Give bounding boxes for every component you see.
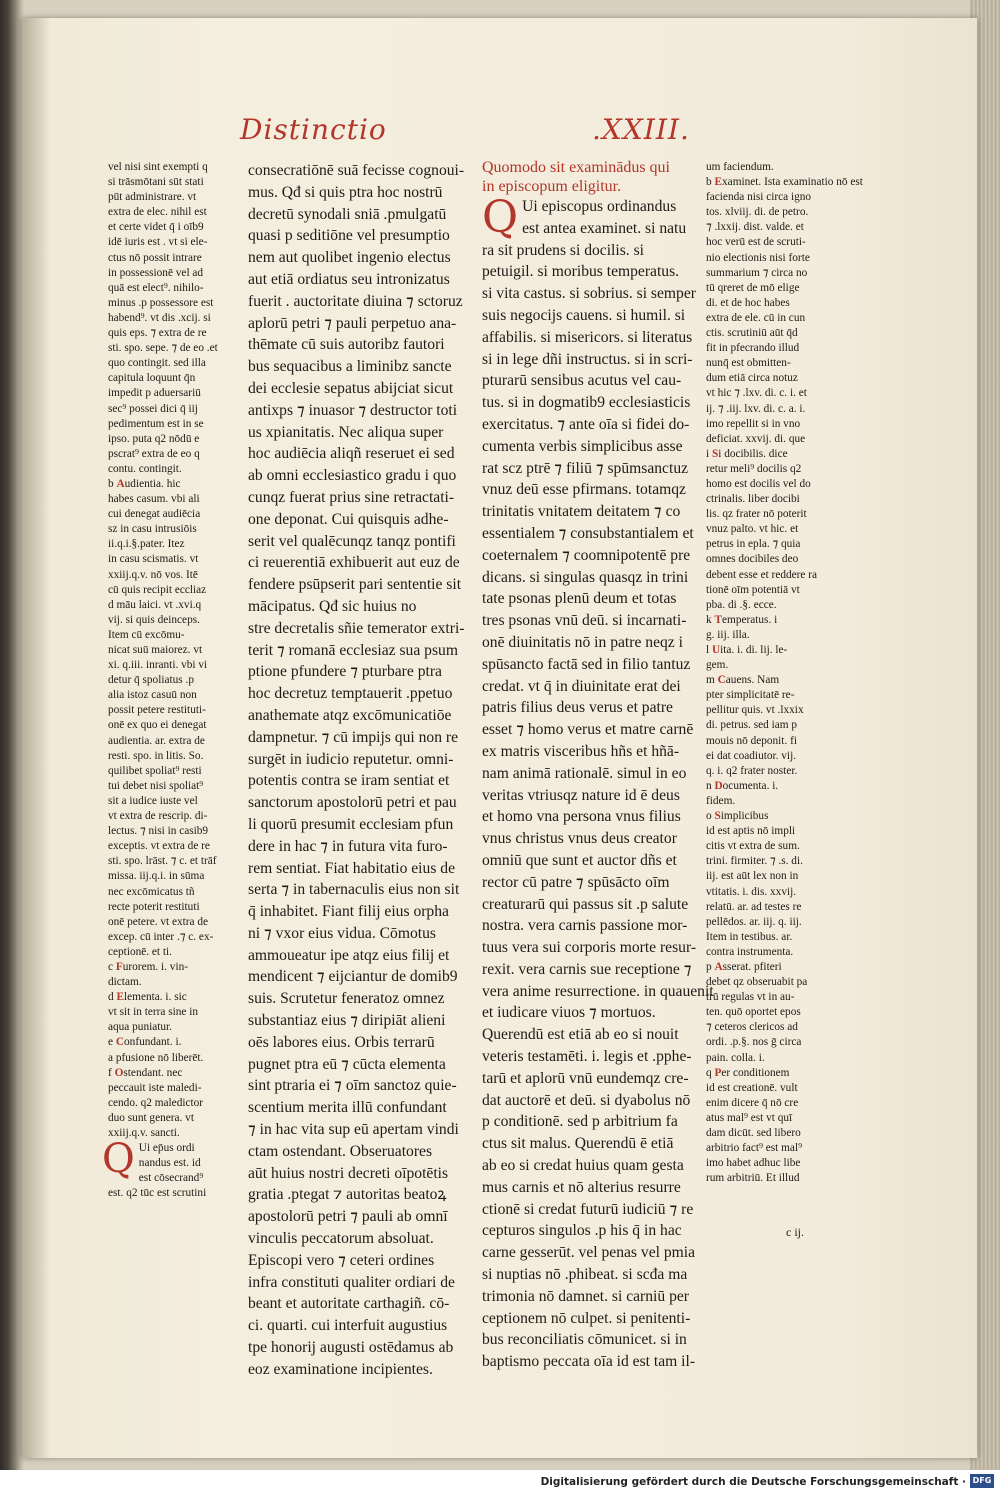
text-line: li quorū presumit ecclesiam pfun bbox=[248, 815, 454, 833]
gloss-line: Ui ep̄us ordi bbox=[138, 1142, 195, 1155]
text-line: sanctorum apostolorū petri et pau bbox=[248, 794, 457, 812]
gloss-line: resti. spo. in litis. So. bbox=[108, 749, 204, 762]
text-line: nem aut quolibet ingenio electus bbox=[248, 249, 451, 267]
text-line: et iudicare viuos ⁊ mortuos. bbox=[482, 1004, 656, 1022]
gloss-line: debent esse et reddere ra bbox=[706, 568, 818, 581]
text-line: vinculis peccatorum absoluat. bbox=[248, 1230, 434, 1248]
gloss-line: n Documenta. i. bbox=[706, 779, 779, 792]
text-line: thēmate cū suis autoribz fautori bbox=[248, 336, 445, 354]
text-line: aūt huius nostri decreti oīpotētis bbox=[248, 1164, 449, 1182]
gloss-line: cui denegat audiēcia bbox=[108, 508, 201, 521]
gloss-line: habes casum. vbi ali bbox=[108, 493, 200, 506]
gloss-line: relatū. ar. ad testes re bbox=[706, 900, 802, 913]
gloss-line: atus mal⁹ est vt quī bbox=[706, 1111, 793, 1124]
text-line: scentium merita illū confundant bbox=[248, 1099, 447, 1117]
gloss-line: onē ex quo ei denegat bbox=[108, 719, 207, 732]
text-line: ab omni ecclesiastico gradu i quo bbox=[248, 467, 457, 485]
text-line: bus sequacibus a liminibz sancte bbox=[248, 358, 452, 376]
gloss-line: ipso. puta q2 nōdū e bbox=[108, 432, 200, 445]
gloss-line: dictam. bbox=[108, 976, 142, 989]
gloss-line: si trāsmōtani sūt stati bbox=[108, 176, 204, 189]
text-line: pturarū sensibus acutus vel cau- bbox=[482, 372, 682, 390]
gloss-line: ei dat coadiutor. vij. bbox=[706, 749, 797, 762]
text-line: cunqz fuerat prius sine retractati- bbox=[248, 488, 455, 506]
text-line: creaturarū qui passus sit .p salute bbox=[482, 895, 689, 913]
running-head-right: .XXIII. bbox=[592, 113, 690, 146]
text-line: pugnet ptra eū ⁊ cūcta elementa bbox=[248, 1055, 446, 1073]
text-line: rem sentiat. Fiat habitatio eius de bbox=[248, 859, 455, 877]
text-line: oēs labores eius. Orbis terrarū bbox=[248, 1033, 435, 1051]
gloss-line: ctis. scrutiniū aūt q̄d bbox=[706, 327, 798, 340]
gloss-line: pellitur quis. vt .lxxix bbox=[706, 704, 804, 717]
gloss-line: d māu laici. vt .xvi.q bbox=[108, 598, 202, 611]
text-column-left bbox=[248, 160, 465, 1378]
text-line: Querendū est etiā ab eo si nouit bbox=[482, 1026, 679, 1044]
dfg-logo: DFG bbox=[970, 1474, 994, 1488]
text-line: dat auctorē et deū. si dyabolus nō bbox=[482, 1091, 691, 1109]
text-line: serit vel qualēcunqz tanqz pontifi bbox=[248, 532, 456, 550]
gloss-line: recte poterit restituti bbox=[108, 900, 200, 913]
text-line: trimonia nō damnet. si carniū per bbox=[482, 1287, 689, 1305]
gloss-line: tū qreret de mō elige bbox=[706, 281, 800, 294]
gloss-line: pba. di .§. ecce. bbox=[706, 598, 777, 611]
gloss-line: hoc verū est de scruti- bbox=[706, 236, 806, 249]
text-line: exercitatus. ⁊ ante oīa si fidei do- bbox=[482, 415, 690, 433]
gloss-line: citis vt extra de sum. bbox=[706, 840, 800, 853]
gloss-line: capitula loquunt q̄n bbox=[108, 372, 196, 385]
text-line: Episcopi vero ⁊ ceteri ordines bbox=[248, 1251, 435, 1269]
text-line: trinitatis vnitatem deitatem ⁊ co bbox=[482, 503, 681, 521]
gloss-line: trū regulas vt in au- bbox=[706, 991, 795, 1004]
text-line: quasi p seditiōne vel presumptio bbox=[248, 227, 450, 245]
text-line: ceptionem nō culpet. si penitenti- bbox=[482, 1309, 691, 1327]
gloss-line: Item cū excōmu- bbox=[108, 628, 185, 641]
gloss-line: imo repellit si in vno bbox=[706, 417, 801, 430]
gloss-line: Item in testibus. ar. bbox=[706, 930, 793, 943]
text-line: potentis contra se iram sentiat et bbox=[248, 772, 450, 790]
text-line: si vita castus. si sobrius. si semper bbox=[482, 285, 696, 303]
gloss-line: vel nisi sint exempti q bbox=[108, 161, 208, 173]
text-line: consecratiōnē suā fecisse cognoui- bbox=[248, 162, 465, 179]
gloss-line: peccauit iste maledi- bbox=[108, 1081, 202, 1094]
gloss-line: xxiij.q.v. nō vos. Itē bbox=[108, 568, 198, 581]
gloss-line: gem. bbox=[706, 659, 729, 672]
gloss-line: nec excōmicatus tñ bbox=[108, 885, 195, 898]
gloss-line: ceptionē. et ti. bbox=[108, 945, 172, 958]
text-line: ammoueatur ipe atqz eius filij et bbox=[248, 946, 450, 964]
gloss-line: petrus in epla. ⁊ quia bbox=[706, 538, 801, 551]
text-line: dei ecclesie sepatus abijciat sicut bbox=[248, 379, 454, 397]
gloss-line: contra instrumenta. bbox=[706, 945, 794, 958]
gloss-line: m Cauens. Nam bbox=[706, 674, 780, 687]
gloss-line: pellēdos. ar. iij. q. iij. bbox=[706, 915, 802, 928]
gloss-line: enim dicere q̄ nō cre bbox=[706, 1096, 799, 1109]
gloss-line: ⁊ .lxxij. dist. valde. et bbox=[706, 221, 804, 234]
gloss-line: summarium ⁊ circa no bbox=[706, 266, 808, 279]
text-line: gratia .ptegat ⁊ autoritas beatoꝝ bbox=[248, 1186, 447, 1204]
text-line: patris filius deus verus et patre bbox=[482, 699, 673, 717]
gloss-line: facienda nisi circa igno bbox=[706, 191, 812, 204]
text-line: ex matris visceribus hñs et hñā- bbox=[482, 742, 680, 760]
gloss-line: quā est elect⁹. nihilo- bbox=[108, 281, 204, 294]
gloss-line: p Asserat. pfiteri bbox=[706, 960, 782, 973]
text-line: cumenta verbis simplicibus asse bbox=[482, 437, 683, 455]
gloss-line: minus .p possessore est bbox=[108, 296, 214, 309]
gloss-line: l Uita. i. di. lij. le- bbox=[706, 644, 788, 656]
gloss-line: lectus. ⁊ nisi in casib9 bbox=[108, 825, 209, 838]
text-line: cepturos singulos .p his q̄ in hac bbox=[482, 1222, 682, 1240]
gloss-line: vt extra de rescrip. di- bbox=[108, 810, 208, 823]
text-line: bus reconciliatis cōmunicet. si in bbox=[482, 1331, 687, 1349]
text-line: sint ptraria ei ⁊ oīm sanctoz quie- bbox=[248, 1077, 457, 1095]
gloss-line: missa. iij.q.i. in sūma bbox=[108, 870, 205, 883]
gloss-line: ordi. .p.§. nos ḡ circa bbox=[706, 1036, 802, 1049]
text-line: spūsancto factā sed in filio tantuz bbox=[482, 655, 691, 673]
gloss-line: ij. ⁊ .iij. lxv. di. c. a. i. bbox=[706, 402, 806, 415]
text-line: tarū et aplorū vnū eundemqz cre- bbox=[482, 1069, 689, 1087]
text-line: dicans. si singulas quasqz in trini bbox=[482, 568, 689, 586]
decorated-initial: Q bbox=[102, 1136, 135, 1183]
gloss-line: impedit p aduersariū bbox=[108, 387, 201, 400]
gloss-line: id est aptis nō impli bbox=[706, 825, 796, 838]
text-line: petuigil. si moribus temperatus. bbox=[482, 263, 680, 281]
text-line: est antea examinet. si natu bbox=[522, 219, 687, 237]
gloss-line: ten. quō oportet epos bbox=[706, 1006, 801, 1019]
text-line: ab eo si credat huius quam gesta bbox=[482, 1157, 684, 1175]
gloss-line: extra de elec. nihil est bbox=[108, 206, 207, 219]
text-line: mus. Qđ si quis ptra hoc nostrū bbox=[248, 183, 443, 201]
text-line: anathemate atqz excōmunicatiōe bbox=[248, 706, 452, 724]
gloss-line: k Temperatus. i bbox=[706, 613, 778, 626]
gloss-line: o Simplicibus bbox=[706, 810, 769, 823]
gloss-line: possit petere restituti- bbox=[108, 704, 206, 717]
text-line: antixps ⁊ inuasor ⁊ destructor toti bbox=[248, 401, 458, 419]
text-line: esset ⁊ homo verus et matre carnē bbox=[482, 721, 694, 739]
gloss-line: arbitrio fact⁹ est mal⁹ bbox=[706, 1142, 803, 1155]
gloss-line: pain. colla. i. bbox=[706, 1051, 765, 1064]
text-line: surgēt in iudicio reputetur. omni- bbox=[248, 750, 454, 768]
text-line: one deponat. Cui quisquis adhe- bbox=[248, 510, 449, 528]
gloss-line: deficiat. xxvij. di. que bbox=[706, 432, 806, 445]
gloss-line: imo habet adhuc libe bbox=[706, 1157, 801, 1170]
text-line: veritas vtriusqz nature id ē deus bbox=[482, 786, 680, 804]
text-line: tate psonas plenū deum et totas bbox=[482, 590, 677, 608]
text-line: ptione pfundere ⁊ pturbare ptra bbox=[248, 663, 442, 681]
text-line: ⁊ in hac vita sup eū apertam vindi bbox=[248, 1121, 459, 1139]
gloss-line: est. q2 tūc est scrutini bbox=[108, 1187, 207, 1200]
gloss-line: aqua puniatur. bbox=[108, 1021, 172, 1034]
text-line: tuus vera sui corporis morte resur- bbox=[482, 939, 697, 957]
gloss-line: d Elementa. i. sic bbox=[108, 991, 187, 1004]
gloss-column-right bbox=[706, 160, 863, 1230]
gloss-line: audientia. ar. extra de bbox=[108, 734, 205, 747]
gloss-line: vt sit in terra sine in bbox=[108, 1006, 199, 1019]
gloss-line: c Furorem. i. vin- bbox=[108, 960, 189, 973]
gloss-line: fidem. bbox=[706, 794, 736, 807]
text-line: serta ⁊ in tabernaculis eius non sit bbox=[248, 881, 460, 899]
running-head-left: Distinctio bbox=[240, 113, 387, 146]
gloss-line: mouis nō deponit. fi bbox=[706, 734, 797, 747]
gloss-line: debet qz obseruabit pa bbox=[706, 976, 808, 989]
gloss-line: iij. est aūt lex non in bbox=[706, 870, 799, 883]
text-line: suis negocijs cauens. si humil. si bbox=[482, 306, 686, 324]
text-line: Ui episcopus ordinandus bbox=[522, 198, 677, 215]
text-line: ctionē si credat futurū iudiciū ⁊ re bbox=[482, 1200, 694, 1218]
text-line: infra constituti qualiter ordiari de bbox=[248, 1273, 455, 1291]
gloss-line: pscrat⁹ extra de eo q bbox=[108, 447, 200, 460]
text-line: essentialem ⁊ consubstantialem et bbox=[482, 524, 694, 542]
gloss-line: nicat suū maiorez. vt bbox=[108, 644, 203, 656]
text-line: affabilis. si misericors. si literatus bbox=[482, 328, 693, 346]
gloss-line: um faciendum. bbox=[706, 161, 774, 173]
text-line: omniū que sunt et auctor dñs et bbox=[482, 851, 677, 869]
text-line: coeternalem ⁊ coomnipotentē pre bbox=[482, 546, 691, 564]
gloss-line: nio electionis nisi forte bbox=[706, 251, 810, 264]
gloss-line: tionē oīm potentiā vt bbox=[706, 583, 800, 596]
gloss-line: fit in pfecrando illud bbox=[706, 342, 800, 355]
text-line: hoc audiēcia aliqñ reseruet ei sed bbox=[248, 445, 455, 463]
gloss-line: pter simplicitatē re- bbox=[706, 689, 795, 702]
gloss-line: in casu scismatis. vt bbox=[108, 553, 199, 566]
gloss-line: xxiij.q.v. sancti. bbox=[108, 1127, 180, 1139]
gloss-line: vtitatis. i. dis. xxvij. bbox=[706, 885, 797, 898]
text-line: veteris testamēti. i. legis et .pphe- bbox=[482, 1048, 692, 1066]
text-line: si nuptias nō .phibeat. si scđa ma bbox=[482, 1266, 688, 1284]
gloss-line: est cōsecrand⁹ bbox=[138, 1172, 204, 1185]
text-line: tres psonas vnū deū. si incarnati- bbox=[482, 612, 687, 630]
decorated-initial: Q bbox=[482, 192, 519, 243]
gloss-line: retur meli⁹ docilis q2 bbox=[706, 462, 802, 475]
text-line: apostolorū petri ⁊ pauli ab omnī bbox=[248, 1208, 448, 1226]
initial-paragraph bbox=[102, 1136, 226, 1201]
gloss-line: in possessionē vel ad bbox=[108, 266, 204, 279]
footer-credit: Digitalisierung gefördert durch die Deutsche Forschungsgemeinschaft · bbox=[540, 1476, 966, 1488]
gloss-line: tui debet nisi spoliat⁹ bbox=[108, 779, 204, 792]
text-line: decretū synodali sniā .pmulgatū bbox=[248, 205, 447, 223]
text-line: mus carnis et nō alterius resurre bbox=[482, 1178, 681, 1196]
text-line: carne gesserūt. vel penas vel pmia bbox=[482, 1244, 696, 1262]
signature-mark: c ij. bbox=[786, 1225, 804, 1239]
gloss-line: ⁊ ceteros clericos ad bbox=[706, 1021, 798, 1034]
gloss-line: ctrinalis. liber docibi bbox=[706, 493, 800, 506]
text-line: eoz examinatione incipientes. bbox=[248, 1360, 433, 1378]
gloss-line: vnuz palto. vt hic. et bbox=[706, 523, 799, 536]
text-line: rat scz ptrē ⁊ filiū ⁊ spūmsanctuz bbox=[482, 459, 689, 477]
text-line: rexit. vera carnis sue receptione ⁊ bbox=[482, 960, 692, 978]
text-line: mācipatus. Qđ sic huius no bbox=[248, 597, 417, 615]
gloss-line: detur q̄ spoliatus .p bbox=[108, 674, 194, 687]
gloss-line: g. iij. illa. bbox=[706, 628, 750, 641]
text-line: vnuz deū esse pfirmans. totamqz bbox=[482, 481, 686, 499]
gloss-line: xi. q.iii. inranti. vbi vi bbox=[108, 659, 208, 672]
gloss-line: quis eps. ⁊ extra de re bbox=[108, 327, 207, 340]
text-line: stre decretalis sñie temerator extri- bbox=[248, 619, 465, 637]
text-line: ci. quarti. cui interfuit augustius bbox=[248, 1317, 448, 1335]
text-line: ctam ostendant. Obseruatores bbox=[248, 1142, 433, 1160]
gloss-line: id est creationē. vult bbox=[706, 1081, 798, 1094]
gloss-line: sti. spo. lrāst. ⁊ c. et trāf bbox=[108, 855, 217, 868]
gloss-line: a pfusione nō liberēt. bbox=[108, 1051, 204, 1064]
rubric-heading bbox=[482, 158, 698, 196]
text-line: ra sit prudens si docilis. si bbox=[482, 241, 644, 259]
gloss-line: rum arbitriū. Et illud bbox=[706, 1172, 800, 1185]
gloss-line: duo sunt genera. vt bbox=[108, 1111, 194, 1124]
text-line: hoc decretuz temptauerit .ppetuo bbox=[248, 685, 453, 703]
gloss-line: nandus est. id bbox=[138, 1157, 201, 1170]
text-body bbox=[482, 261, 714, 1373]
gloss-line: homo est docilis vel do bbox=[706, 477, 811, 490]
gloss-line: cū quis recipit eccliaz bbox=[108, 583, 207, 596]
text-line: ctus sit malus. Querendū ē etiā bbox=[482, 1135, 674, 1153]
gloss-line: sit a iudice iuste vel bbox=[108, 794, 198, 807]
gloss-line: extra de ele. cū in cun bbox=[706, 311, 806, 324]
gloss-line: exceptis. vt extra de re bbox=[108, 840, 210, 853]
text-line: baptismo peccata oīa id est tam il- bbox=[482, 1353, 696, 1371]
text-line: aut etiā ordiatus seu intronizatus bbox=[248, 270, 450, 288]
text-line: us xpianitatis. Nec aliqua super bbox=[248, 423, 444, 441]
text-line: fendere psūpserit pari sententie sit bbox=[248, 576, 462, 594]
text-line: rector cū patre ⁊ spūsācto oīm bbox=[482, 873, 670, 891]
gutter-shadow bbox=[22, 18, 50, 1458]
text-line: si in lege dñi instructus. si in scri- bbox=[482, 350, 693, 368]
gloss-line: q Per conditionem bbox=[706, 1066, 790, 1079]
gloss-line: i Si docibilis. dice bbox=[706, 447, 788, 460]
text-line: ci reuerentiā exhibuerit aut euz de bbox=[248, 554, 460, 572]
text-line: q̄ inhabitet. Fiant filij eius orpha bbox=[248, 903, 449, 921]
gloss-line: quo contingit. sed illa bbox=[108, 357, 206, 370]
text-line: vera anime resurrectione. in quauenit bbox=[482, 982, 714, 1000]
text-line: nostra. vera carnis passione mor- bbox=[482, 917, 688, 935]
text-line: terit ⁊ romanā ecclesiaz sua psum bbox=[248, 641, 458, 659]
text-line: beant et autoritate carthagiñ. cō- bbox=[248, 1295, 450, 1313]
text-line: dere in hac ⁊ in futura vita furo- bbox=[248, 837, 448, 855]
gloss-line: sz in casu intrusiōis bbox=[108, 523, 197, 536]
text-line: ni ⁊ vxor eius vidua. Cōmotus bbox=[248, 924, 436, 942]
gloss-line: tos. xlviij. di. de petro. bbox=[706, 206, 809, 219]
text-line: aplorū petri ⁊ pauli perpetuo ana- bbox=[248, 314, 457, 332]
text-line: et homo vna persona vnus filius bbox=[482, 808, 681, 826]
text-line: nam animā rationalē. simul in eo bbox=[482, 764, 687, 782]
gloss-line: sti. spo. sepe. ⁊ de eo .et bbox=[108, 342, 218, 355]
text-line: tus. si in dogmatib9 ecclesiasticis bbox=[482, 394, 691, 412]
gloss-line: ctus nō possit intrare bbox=[108, 251, 202, 264]
text-line: vnus christus vnus deus creator bbox=[482, 830, 677, 848]
gloss-line: trini. firmiter. ⁊ .s. di. bbox=[706, 855, 803, 868]
gloss-line: ii.q.i.§.pater. Itez bbox=[108, 538, 185, 551]
text-line: fuerit . auctoritate diuina ⁊ sctoruz bbox=[248, 292, 463, 310]
initial-paragraph bbox=[482, 192, 698, 261]
text-line: substantiaz eius ⁊ diripiāt alieni bbox=[248, 1012, 446, 1030]
gloss-line: nunq̄ est obmitten- bbox=[706, 357, 791, 370]
gloss-line: habend⁹. vt dis .xcij. si bbox=[108, 311, 211, 324]
gloss-line: cendo. q2 maledictor bbox=[108, 1096, 204, 1109]
gloss-line: di. et de hoc habes bbox=[706, 296, 790, 309]
gloss-column-left bbox=[102, 160, 226, 1230]
gloss-line: sec⁹ possei dici q̄ iij bbox=[108, 402, 198, 415]
gloss-line: f Ostendant. nec bbox=[108, 1066, 183, 1079]
gloss-line: b Examinet. Ista examinatio nō est bbox=[706, 176, 863, 189]
text-line: suis. Scrutetur feneratoz omnez bbox=[248, 990, 445, 1008]
text-line: p conditionē. sed p arbitrium fa bbox=[482, 1113, 678, 1131]
gloss-line: vt hic ⁊ .lxv. di. c. i. et bbox=[706, 387, 807, 400]
text-line: tpe honorij augusti ostēdamus ab bbox=[248, 1339, 454, 1357]
gloss-line: omnes docibiles deo bbox=[706, 553, 799, 566]
gloss-line: dam dicūt. sed libero bbox=[706, 1127, 801, 1139]
rubric-line: in episcopum eligitur. bbox=[482, 178, 622, 195]
text-line: mendicent ⁊ eijciantur de domib9 bbox=[248, 968, 458, 986]
rubric-line: Quomodo sit examinādus qui bbox=[482, 159, 670, 176]
gloss-line: alia istoz casuū non bbox=[108, 689, 197, 702]
gloss-line: b Audientia. hic bbox=[108, 477, 181, 490]
text-line: dampnetur. ⁊ cū impijs qui non re bbox=[248, 728, 459, 746]
gloss-line: e Confundant. i. bbox=[108, 1036, 182, 1049]
text-line: credat. vt q̄ in diuinitate erat dei bbox=[482, 677, 681, 695]
gloss-line: vij. si quis deinceps. bbox=[108, 613, 200, 626]
gloss-line: pedimentum est in se bbox=[108, 417, 204, 430]
gloss-line: pūt administrare. vt bbox=[108, 191, 197, 204]
gloss-line: quilibet spoliat⁹ resti bbox=[108, 764, 202, 777]
gloss-line: contu. contingit. bbox=[108, 462, 182, 475]
text-column-right bbox=[482, 158, 714, 1371]
gloss-line: lis. qz frater nō poterit bbox=[706, 508, 807, 521]
gloss-line: dum etiā circa notuz bbox=[706, 372, 798, 385]
gloss-line: onē petere. vt extra de bbox=[108, 915, 209, 928]
gloss-line: q. i. q2 frater noster. bbox=[706, 764, 798, 777]
gloss-line: et certe videt q̄ i oīb9 bbox=[108, 221, 204, 234]
text-line: onē diuinitatis nō in patre neqz i bbox=[482, 633, 683, 651]
gloss-line: di. petrus. sed iam p bbox=[706, 719, 797, 732]
gloss-line: idē iuris est . vt si ele- bbox=[108, 236, 208, 249]
gloss-line: excep. cū inter .⁊ c. ex- bbox=[108, 930, 214, 943]
